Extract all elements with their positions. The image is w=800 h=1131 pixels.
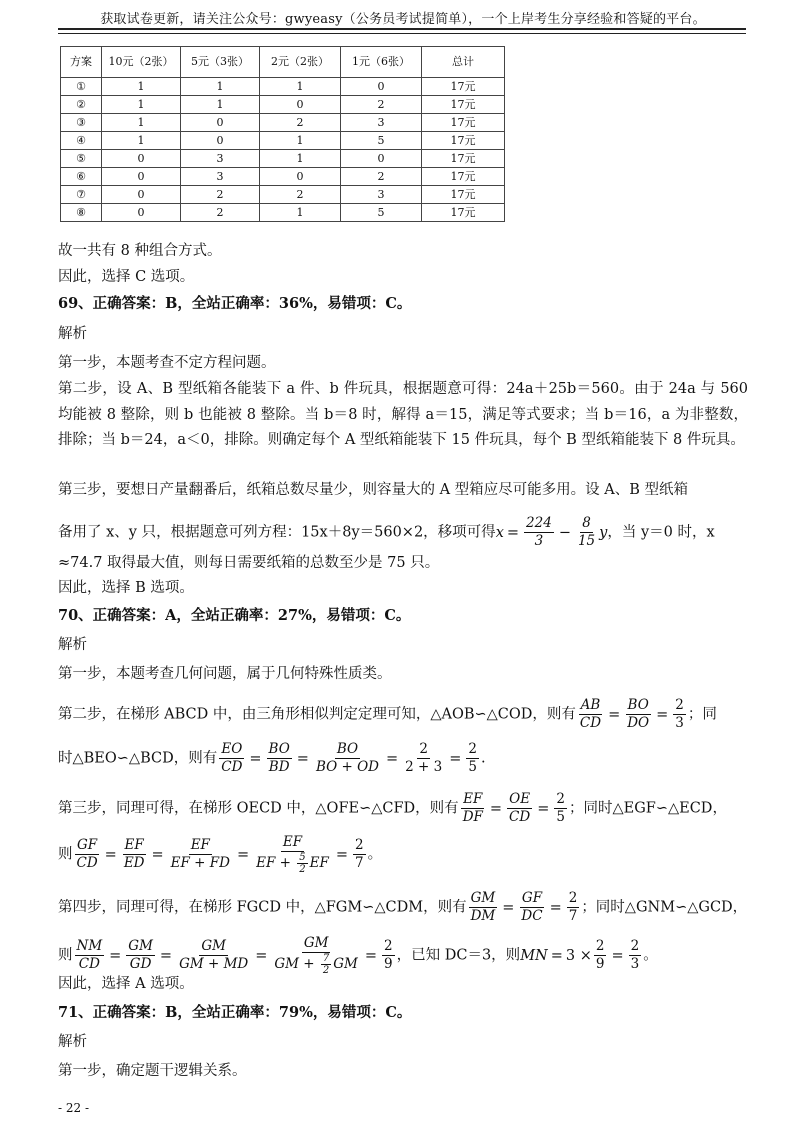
q69-formula: x = $\frac{224}{3}$ − $\frac{8}{15}$ y <box>495 515 608 549</box>
q70-step4-post: ；同时△GNM∽△GCD， <box>581 899 748 916</box>
q70-step2b: 时△BEO∽△BCD，则有 $\frac{EO}{CD}$ = $\frac{BO}{BD}$ = $\frac{BO}{BO + OD}$ = $\frac{2}{2 + 3}$ = $\frac{2}{5}$ . <box>58 741 486 775</box>
table-cell: ⑧ <box>61 204 102 222</box>
q70-step4-pre: 第四步，同理可得，在梯形 FGCD 中，△FGM∽△CDM，则有 <box>58 899 467 916</box>
paragraph-total: 故一共有 8 种组合方式。 <box>58 243 222 259</box>
table-cell: 5 <box>341 132 422 150</box>
q69-step3c: ≈74.7 取得最大值，则每日需要纸箱的总数至少是 75 只。 <box>58 555 440 571</box>
q70-step3b: 则 $\frac{GF}{CD}$ = $\frac{EF}{ED}$ = $\frac{EF}{EF + FD}$ = EF EF + $\frac{5}{2}$ EF = $\frac{2}{7}$ 。 <box>58 834 383 875</box>
table-cell: ③ <box>61 114 102 132</box>
q70-ze-1: 则 <box>58 846 73 863</box>
table-cell: 2 <box>341 96 422 114</box>
q69-step2: 第二步，设 A、B 型纸箱各能装下 a 件、b 件玩具，根据题意可得：24a＋25b＝560。由于 24a 与 560 均能被 8 整除，则 b 也能被 8 整除。当 b＝8 时，解得 a＝15，满足等式要求；当 b＝16，a 为非整数，排除；当 b＝24，a＜0，排除。则确定每个 A 型纸箱能装下 15 件玩具，每个 B 型纸箱能装下 8 件玩具。 <box>58 381 748 448</box>
q70-formula-ab: $\frac{AB}{CD}$ = $\frac{BO}{DO}$ = $\frac{2}{3}$ <box>579 697 684 731</box>
q70-step2 <box>58 697 717 732</box>
table-cell: 5 <box>341 204 422 222</box>
q69-step1: 第一步，本题考查不定方程问题。 <box>58 355 276 371</box>
q70-title: 70、正确答案：A，全站正确率：27%，易错项：C。 <box>58 607 411 624</box>
page-number: - 22 - <box>58 1101 90 1115</box>
q70-step4b: 则 $\frac{NM}{CD}$ = $\frac{GM}{GD}$ = $\frac{GM}{GM + MD}$ = GM GM + $\frac{7}{2}$ GM = $\frac{2}{9}$ ，已知 DC＝3，则MN = 3 × $\frac{2}{9}$ = $\frac{2}{3}$ 。 <box>58 935 658 976</box>
table-cell: 0 <box>102 168 181 186</box>
table-cell: ⑤ <box>61 150 102 168</box>
table-cell: 17元 <box>422 204 505 222</box>
table-header-cell: 5元（3张） <box>181 47 260 78</box>
q70-formula-ef: $\frac{EF}{DF}$ = $\frac{OE}{CD}$ = $\frac{2}{5}$ <box>462 791 565 825</box>
q70-step3 <box>58 791 727 826</box>
q70-step3-post: ；同时△EGF∽△ECD， <box>568 800 727 817</box>
table-cell: 1 <box>102 114 181 132</box>
q71-jiexi: 解析 <box>58 1034 87 1050</box>
q69-jiexi: 解析 <box>58 326 87 342</box>
q70-step1: 第一步，本题考查几何问题，属于几何特殊性质类。 <box>58 666 392 682</box>
table-header-cell: 方案 <box>61 47 102 78</box>
table-row <box>61 96 505 114</box>
q69-choose: 因此，选择 B 选项。 <box>58 580 194 596</box>
q69-title: 69、正确答案：B，全站正确率：36%，易错项：C。 <box>58 295 412 312</box>
table-header-cell: 总计 <box>422 47 505 78</box>
q70-formula-gf: $\frac{GF}{CD}$ = $\frac{EF}{ED}$ = $\frac{EF}{EF + FD}$ = EF EF + $\frac{5}{2}$ EF = $\frac{2}{7}$ <box>76 834 364 875</box>
table-cell: 2 <box>181 186 260 204</box>
table-row <box>61 150 505 168</box>
q70-formula-eo: $\frac{EO}{CD}$ = $\frac{BO}{BD}$ = $\frac{BO}{BO + OD}$ = $\frac{2}{2 + 3}$ = $\frac{2}{5}$ <box>221 741 477 775</box>
table-cell: 3 <box>181 168 260 186</box>
table-cell: 2 <box>260 114 341 132</box>
table-cell: 2 <box>341 168 422 186</box>
table-header-cell: 1元（6张） <box>341 47 422 78</box>
table-cell: 1 <box>260 204 341 222</box>
header-rule-thin <box>58 33 746 34</box>
table-cell: 17元 <box>422 186 505 204</box>
table-row <box>61 168 505 186</box>
q70-choose: 因此，选择 A 选项。 <box>58 976 194 992</box>
table-cell: 0 <box>341 150 422 168</box>
table-cell: 17元 <box>422 114 505 132</box>
paragraph-choose-c: 因此，选择 C 选项。 <box>58 269 195 285</box>
table-cell: ② <box>61 96 102 114</box>
q70-formula-mn: MN = 3 × $\frac{2}{9}$ = $\frac{2}{3}$ <box>520 938 640 972</box>
table-cell: 0 <box>102 150 181 168</box>
q69-step3b-pre: 备用了 x、y 只，根据题意可列方程：15x＋8y＝560×2，移项可得 <box>58 524 496 541</box>
q70-step2b-pre: 时△BEO∽△BCD，则有 <box>58 750 218 767</box>
table-cell: 17元 <box>422 150 505 168</box>
q70-step4 <box>58 890 747 925</box>
table-cell: ① <box>61 78 102 96</box>
table-cell: 17元 <box>422 96 505 114</box>
q70-step2-pre: 第二步，在梯形 ABCD 中，由三角形相似判定定理可知，△AOB∽△COD，则有 <box>58 706 576 723</box>
combination-table <box>60 46 505 222</box>
table-header-cell: 10元（2张） <box>102 47 181 78</box>
table-cell: 0 <box>102 204 181 222</box>
table-cell: ④ <box>61 132 102 150</box>
table-cell: 17元 <box>422 78 505 96</box>
table-cell: 0 <box>102 186 181 204</box>
q69-step3b-post: ，当 y＝0 时，x <box>607 524 715 541</box>
table-row <box>61 114 505 132</box>
q70-step2-post: ；同 <box>687 706 717 723</box>
q70-formula-nm: $\frac{NM}{CD}$ = $\frac{GM}{GD}$ = $\frac{GM}{GM + MD}$ = GM GM + $\frac{7}{2}$ GM = $\frac{2}{9}$ <box>76 935 393 976</box>
table-cell: 0 <box>260 96 341 114</box>
table-cell: 1 <box>181 78 260 96</box>
table-cell: 2 <box>181 204 260 222</box>
q70-step3-pre: 第三步，同理可得，在梯形 OECD 中，△OFE∽△CFD，则有 <box>58 800 459 817</box>
table-header-cell: 2元（2张） <box>260 47 341 78</box>
table-row <box>61 204 505 222</box>
table-cell: 1 <box>102 78 181 96</box>
header-rule-thick <box>58 28 746 30</box>
table-header-row <box>61 47 505 78</box>
table-cell: 1 <box>181 96 260 114</box>
q69-step3a: 第三步，要想日产量翻番后，纸箱总数尽量少，则容量大的 A 型箱应尽可能多用。设 A、B 型纸箱 <box>58 482 689 498</box>
table-cell: 0 <box>260 168 341 186</box>
table-row <box>61 78 505 96</box>
table-cell: 17元 <box>422 168 505 186</box>
table-row <box>61 132 505 150</box>
page-header: 获取试卷更新，请关注公众号：gwyeasy（公务员考试提简单），一个上岸考生分享经验和答疑的平台。 <box>100 12 706 27</box>
q71-step1: 第一步，确定题干逻辑关系。 <box>58 1063 247 1079</box>
table-cell: 1 <box>102 96 181 114</box>
q71-title: 71、正确答案：B，全站正确率：79%，易错项：C。 <box>58 1004 412 1021</box>
table-cell: 1 <box>260 150 341 168</box>
table-cell: 3 <box>341 186 422 204</box>
table-cell: 1 <box>102 132 181 150</box>
table-cell: 3 <box>341 114 422 132</box>
q69-step3b <box>58 515 715 550</box>
table-cell: 3 <box>181 150 260 168</box>
table-cell: 2 <box>260 186 341 204</box>
q70-jiexi: 解析 <box>58 637 87 653</box>
table-row <box>61 186 505 204</box>
q70-formula-gm: $\frac{GM}{DM}$ = $\frac{GF}{DC}$ = $\frac{2}{7}$ <box>470 890 578 924</box>
table-cell: 0 <box>181 114 260 132</box>
table-cell: 0 <box>181 132 260 150</box>
q70-known: ，已知 DC＝3，则 <box>396 947 521 964</box>
table-cell: ⑦ <box>61 186 102 204</box>
table-cell: ⑥ <box>61 168 102 186</box>
table-cell: 1 <box>260 132 341 150</box>
table-cell: 17元 <box>422 132 505 150</box>
q70-ze-2: 则 <box>58 947 73 964</box>
table-cell: 0 <box>341 78 422 96</box>
table-cell: 1 <box>260 78 341 96</box>
